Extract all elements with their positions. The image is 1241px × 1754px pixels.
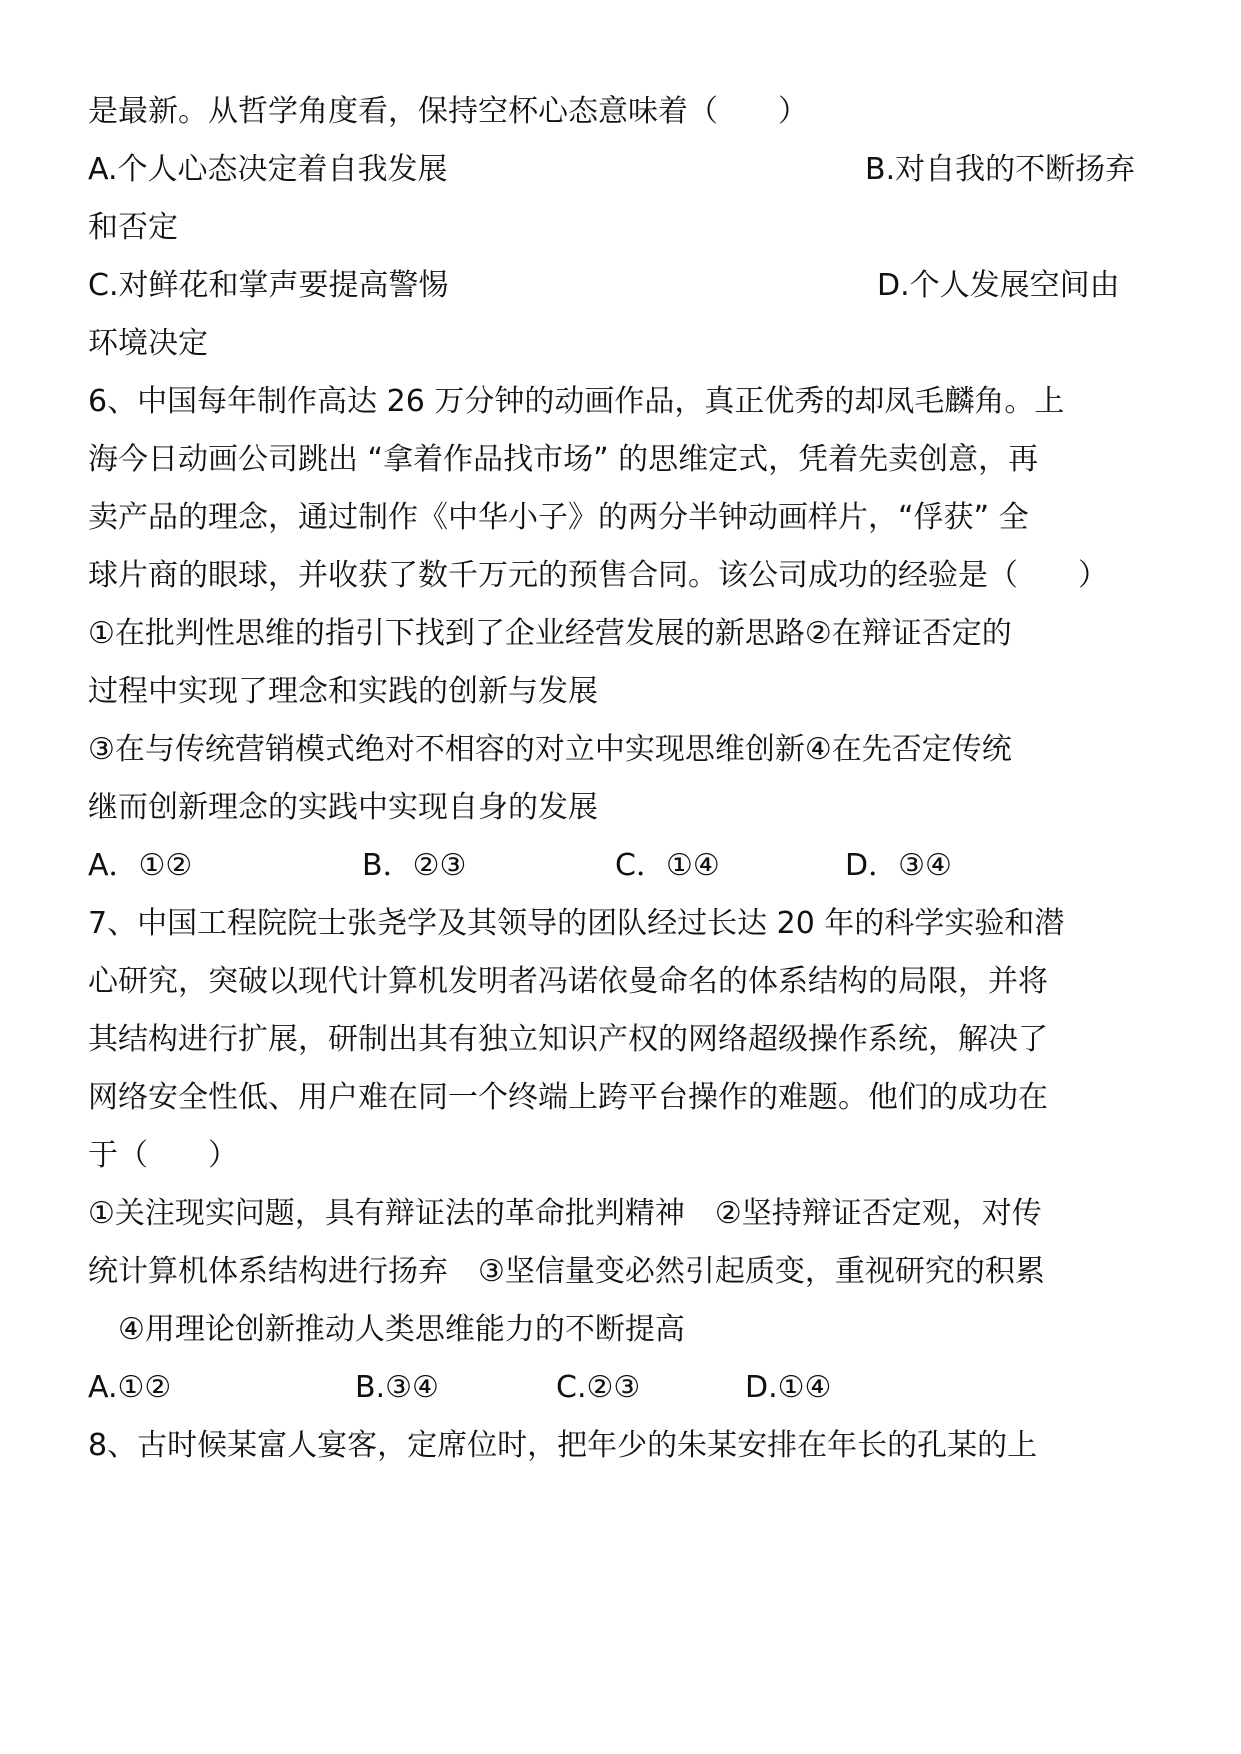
- q7-option-d: D.①④: [745, 1370, 832, 1405]
- q7-option-c: C.②③: [556, 1370, 641, 1405]
- q6-stem-line: 6、中国每年制作高达 26 万分钟的动画作品，真正优秀的却凤毛麟角。上: [88, 384, 1065, 419]
- q7-stem-line: 网络安全性低、用户难在同一个终端上跨平台操作的难题。他们的成功在: [88, 1080, 1048, 1115]
- q8-stem-line: 8、古时候某富人宴客，定席位时，把年少的朱某安排在年长的孔某的上: [88, 1428, 1038, 1463]
- q7-option-b: B.③④: [355, 1370, 439, 1405]
- q6-item-line: 过程中实现了理念和实践的创新与发展: [88, 674, 598, 709]
- q6-stem-line: 海今日动画公司跳出 “拿着作品找市场” 的思维定式，凭着先卖创意，再: [88, 442, 1039, 477]
- q7-stem-line: 于（ ）: [88, 1138, 238, 1173]
- q6-option-c: C．①④: [615, 848, 720, 883]
- q7-stem-line: 7、中国工程院院士张尧学及其领导的团队经过长达 20 年的科学实验和潜: [88, 906, 1065, 941]
- q6-item-line: ③在与传统营销模式绝对不相容的对立中实现思维创新④在先否定传统: [88, 732, 1012, 767]
- q7-stem-line: 其结构进行扩展，研制出其有独立知识产权的网络超级操作系统，解决了: [88, 1022, 1048, 1057]
- q7-option-a: A.①②: [88, 1370, 172, 1405]
- q5-stem-tail: 是最新。从哲学角度看，保持空杯心态意味着（ ）: [88, 94, 808, 129]
- q5-option-c: C.对鲜花和掌声要提高警惕: [88, 268, 449, 303]
- q7-item-line: ④用理论创新推动人类思维能力的不断提高: [88, 1312, 685, 1347]
- q5-option-d: D.个人发展空间由: [877, 268, 1120, 303]
- q6-option-d: D．③④: [845, 848, 952, 883]
- q6-option-a: A．①②: [88, 848, 193, 883]
- q5-option-b-cont: 和否定: [88, 210, 178, 245]
- q7-stem-line: 心研究，突破以现代计算机发明者冯诺依曼命名的体系结构的局限，并将: [88, 964, 1048, 999]
- q6-stem-line: 球片商的眼球，并收获了数千万元的预售合同。该公司成功的经验是（ ）: [88, 558, 1108, 593]
- q6-option-b: B．②③: [362, 848, 467, 883]
- q7-item-line: 统计算机体系结构进行扬弃 ③坚信量变必然引起质变，重视研究的积累: [88, 1254, 1045, 1289]
- q6-item-line: 继而创新理念的实践中实现自身的发展: [88, 790, 598, 825]
- q5-option-d-cont: 环境决定: [88, 326, 208, 361]
- q6-stem-line: 卖产品的理念，通过制作《中华小子》的两分半钟动画样片，“俘获” 全: [88, 500, 1029, 535]
- q6-item-line: ①在批判性思维的指引下找到了企业经营发展的新思路②在辩证否定的: [88, 616, 1012, 651]
- q5-option-a: A.个人心态决定着自我发展: [88, 152, 448, 187]
- q5-option-b: B.对自我的不断扬弃: [865, 152, 1136, 187]
- q7-item-line: ①关注现实问题，具有辩证法的革命批判精神 ②坚持辩证否定观，对传: [88, 1196, 1042, 1231]
